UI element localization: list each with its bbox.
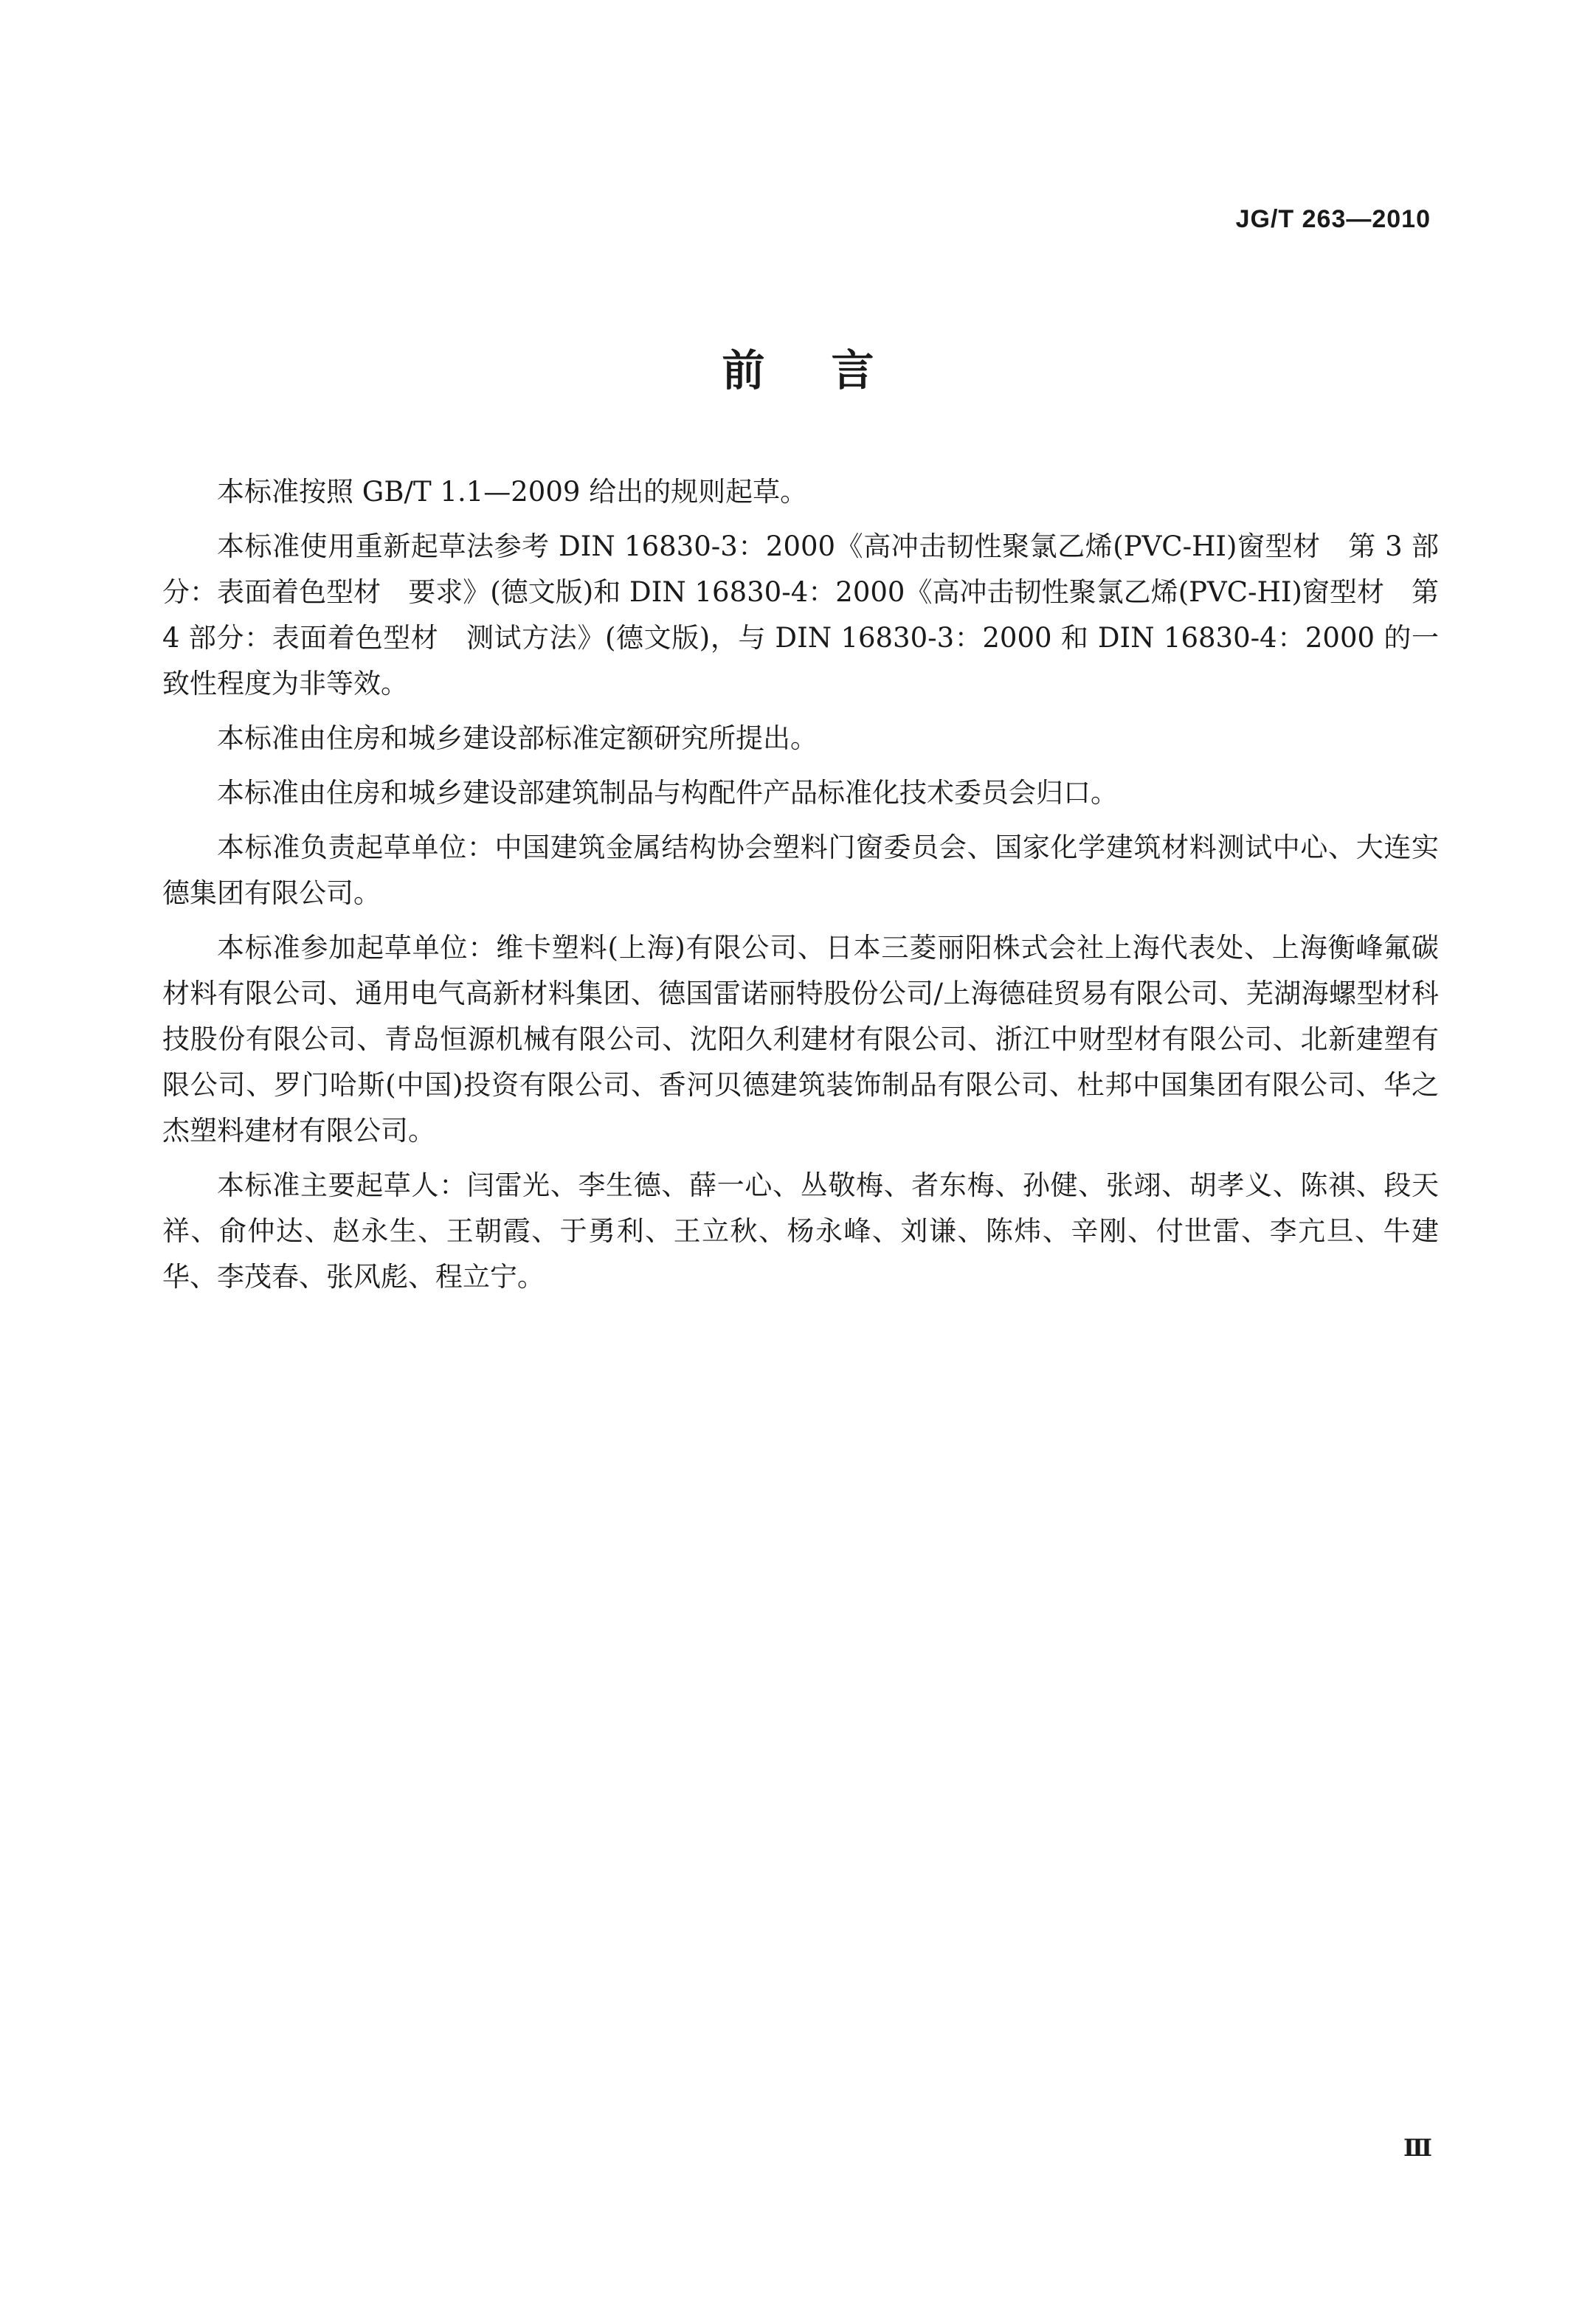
standard-code: JG/T 263—2010 [1235, 205, 1431, 233]
paragraph-technical-committee: 本标准由住房和城乡建设部建筑制品与构配件产品标准化技术委员会归口。 [217, 777, 1118, 809]
document-body [162, 469, 1439, 1309]
paragraph-drafting-rules: 本标准按照 GB/T 1.1—2009 给出的规则起草。 [217, 476, 808, 508]
page-number: Ⅲ [1403, 2134, 1431, 2162]
paragraph-reference-standards: 本标准使用重新起草法参考 DIN 16830-3：2000《高冲击韧性聚氯乙烯(PVC-HI)窗型材 第 3 部分：表面着色型材 要求》(德文版)和 DIN 16830-4：2000《高冲击韧性聚氯乙烯(PVC-HI)窗型材 第 4 部分：表面着色型材 测试方法》(德文版)，与 DIN 16830-3：2000 和 DIN 16830-4：2000 的一致性程度为非等效。 [162, 530, 1439, 699]
paragraph-participating-units: 本标准参加起草单位：维卡塑料(上海)有限公司、日本三菱丽阳株式会社上海代表处、上海衡峰氟碳材料有限公司、通用电气高新材料集团、德国雷诺丽特股份公司/上海德硅贸易有限公司、芜湖海螺型材科技股份有限公司、青岛恒源机械有限公司、沈阳久利建材有限公司、浙江中财型材有限公司、北新建塑有限公司、罗门哈斯(中国)投资有限公司、香河贝德建筑装饰制品有限公司、杜邦中国集团有限公司、华之杰塑料建材有限公司。 [162, 932, 1439, 1147]
paragraph-main-drafters: 本标准主要起草人：闫雷光、李生德、薛一心、丛敬梅、者东梅、孙健、张翊、胡孝义、陈祺、段天祥、俞仲达、赵永生、王朝霞、于勇利、王立秋、杨永峰、刘谦、陈炜、辛刚、付世雷、李亢旦、牛建华、李茂春、张风彪、程立宁。 [162, 1169, 1439, 1293]
page-title: 前言 [722, 345, 941, 395]
paragraph-proposer: 本标准由住房和城乡建设部标准定额研究所提出。 [217, 722, 818, 754]
paragraph-responsible-units: 本标准负责起草单位：中国建筑金属结构协会塑料门窗委员会、国家化学建筑材料测试中心、大连实德集团有限公司。 [162, 832, 1439, 909]
